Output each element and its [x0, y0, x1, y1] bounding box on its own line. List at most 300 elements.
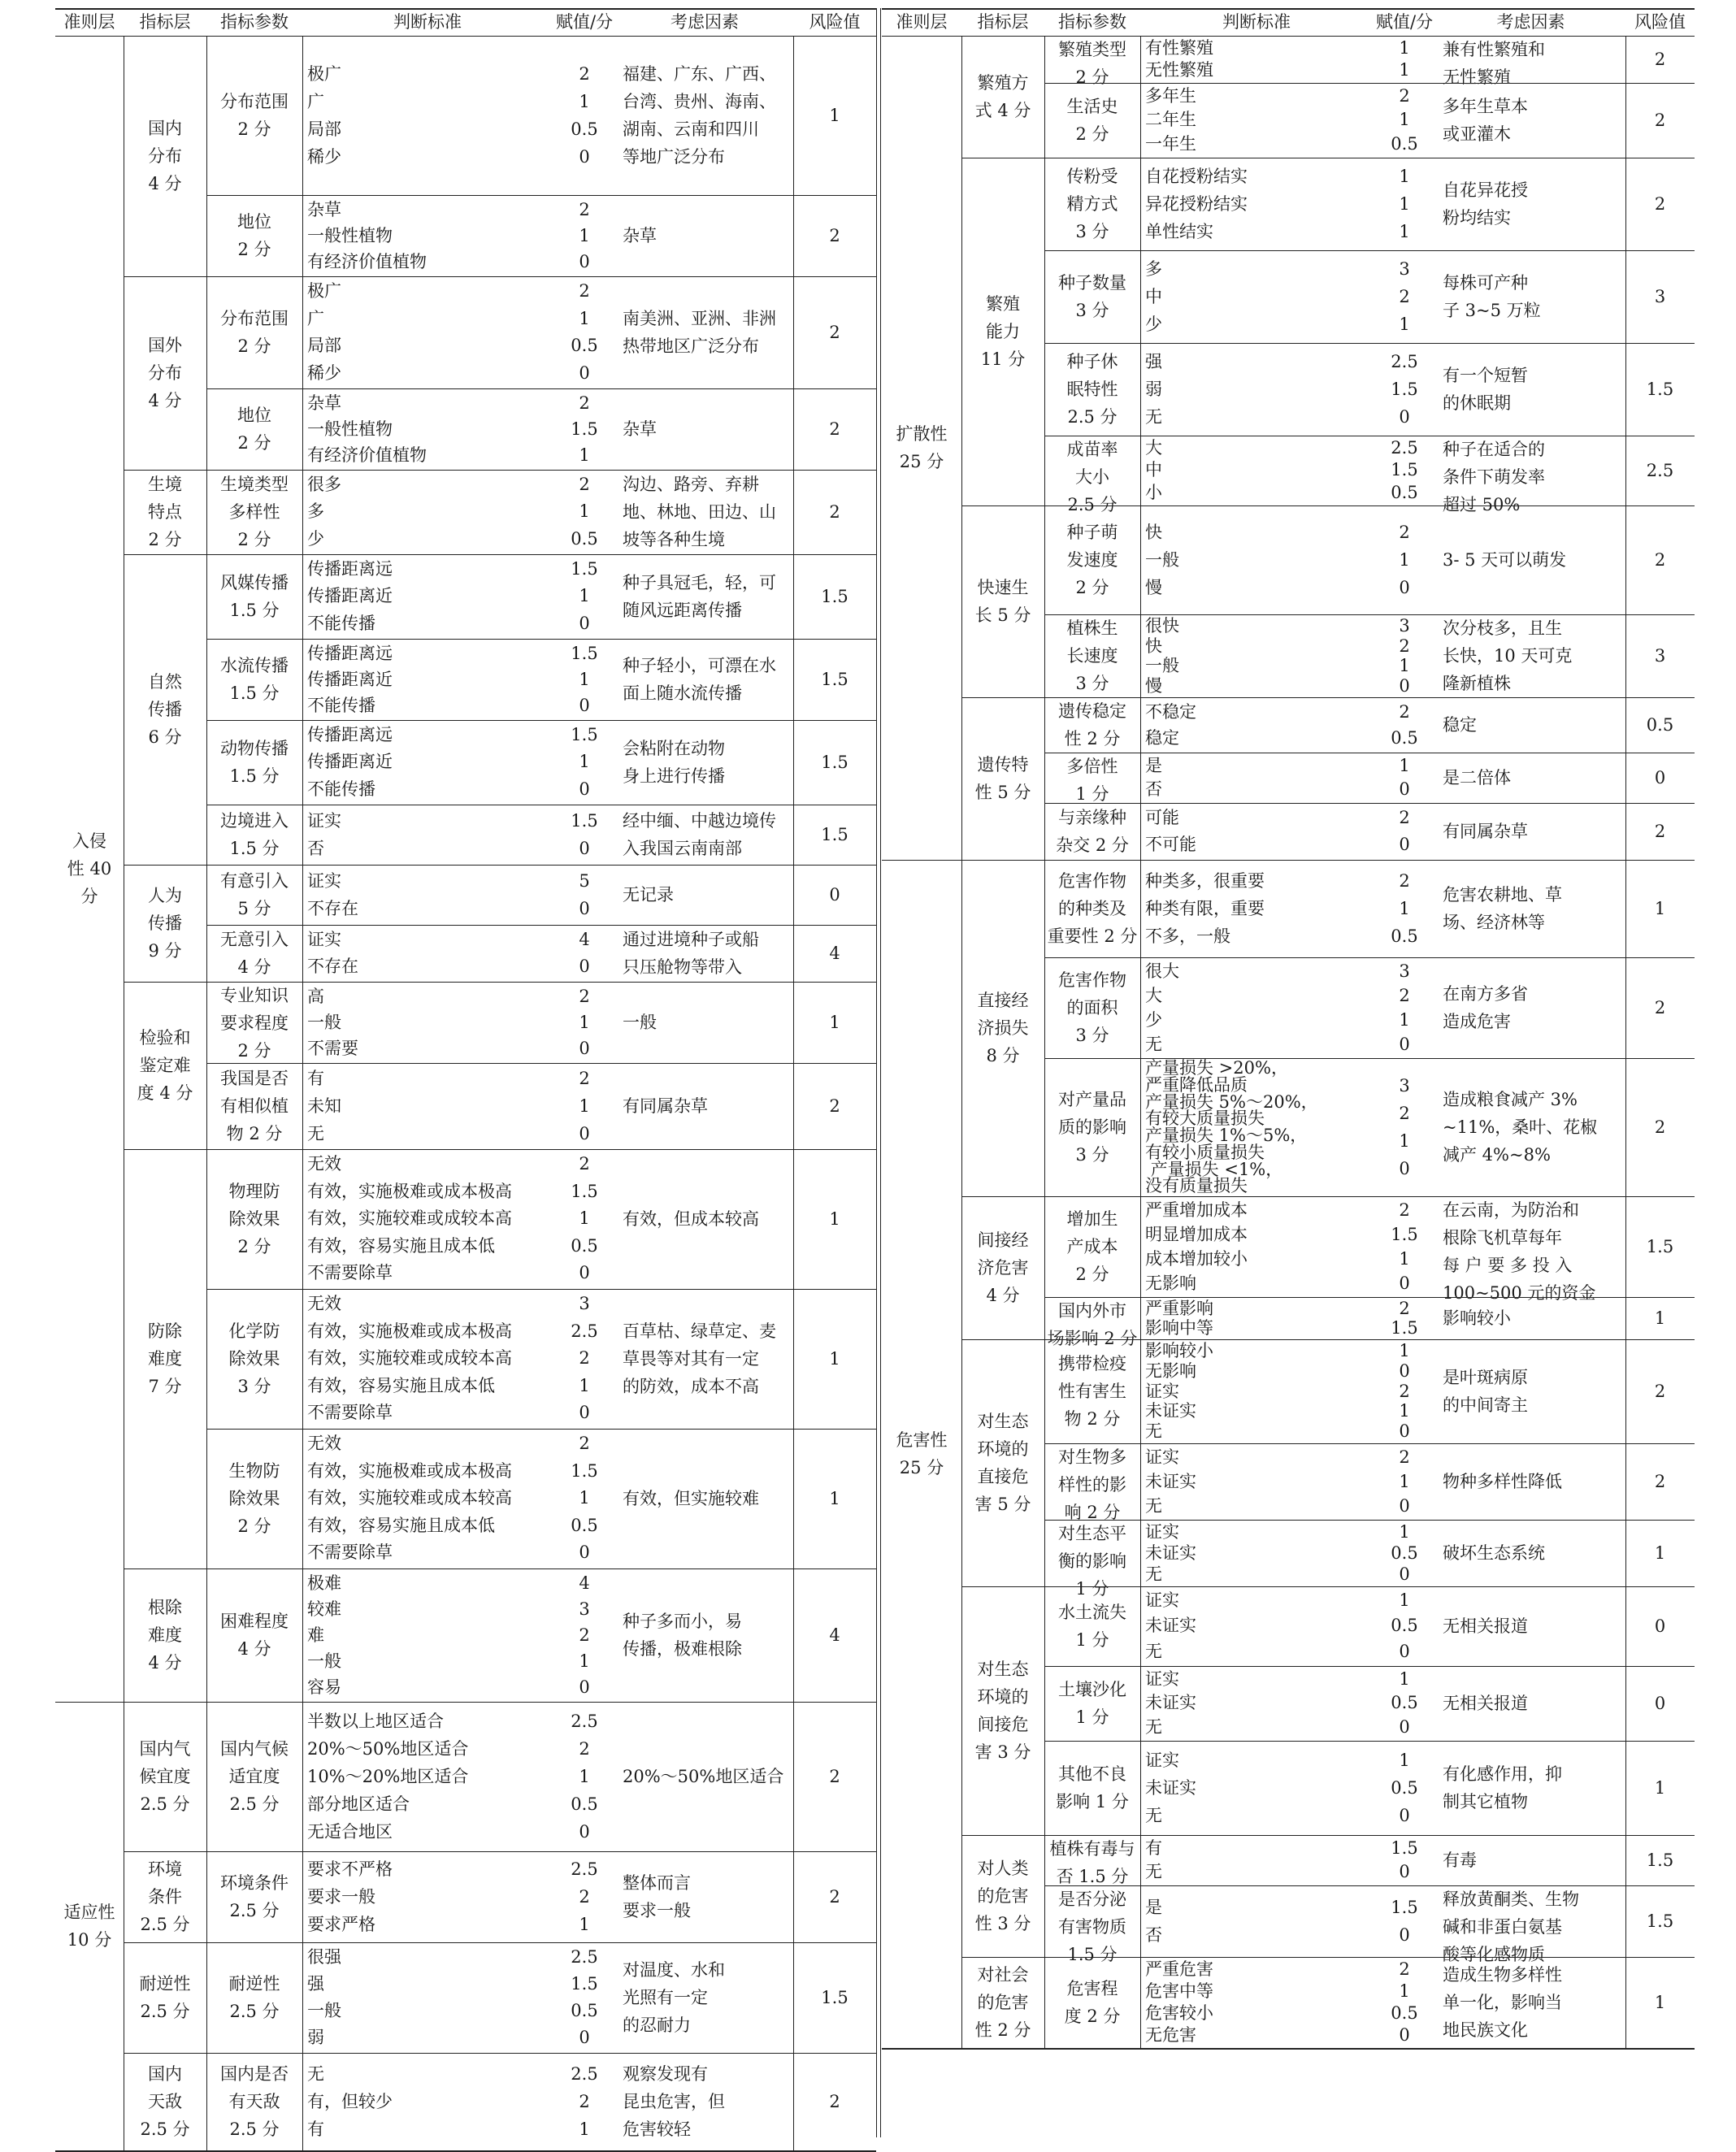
score-value: 5: [579, 871, 590, 891]
row-rule: [206, 720, 876, 721]
score-value: 1: [1399, 656, 1410, 675]
score-value: 0.5: [571, 2001, 598, 2020]
standard-item: 有: [1145, 1838, 1162, 1858]
standard-item: 是: [1145, 1898, 1162, 1917]
score-value: 2: [1399, 287, 1410, 306]
standard-item: 20%～50%地区适合: [307, 1739, 469, 1759]
score-value: 1.5: [571, 1181, 598, 1201]
standard-item: 种类多，很重要: [1145, 871, 1265, 891]
standard-item: 无: [1145, 1806, 1162, 1825]
risk-value: 1.5: [821, 587, 848, 606]
risk-value: 1: [1654, 1993, 1666, 2012]
risk-value: 2: [829, 1887, 840, 1907]
risk-value: 2: [1654, 998, 1666, 1017]
score-value: 0.5: [571, 528, 598, 549]
score-value: 1: [1399, 1401, 1410, 1421]
standard-item: 无效: [307, 1294, 341, 1313]
score-value: 1.5: [571, 419, 598, 439]
risk-value: 3: [1654, 646, 1666, 666]
score-value: 1: [1399, 167, 1410, 186]
score-value: 0: [1399, 1641, 1410, 1661]
row-rule: [961, 1339, 1695, 1340]
standard-item: 多: [307, 501, 324, 522]
score-value: 1: [1399, 110, 1410, 130]
standard-item: 一般: [307, 1013, 341, 1032]
standard-item: 有效，容易实施且成本低: [307, 1515, 495, 1535]
risk-value: 2: [1654, 1117, 1666, 1137]
score-value: 0.5: [571, 1235, 598, 1256]
standard-item: 有性繁殖: [1145, 38, 1213, 58]
standard-item: 危害中等: [1145, 1981, 1213, 2001]
standard-item: 单性结实: [1145, 222, 1213, 241]
row-rule: [55, 36, 876, 37]
param-label: 种子休 眠特性 2.5 分: [1066, 352, 1118, 427]
score-value: 1.5: [1391, 1838, 1418, 1858]
score-value: 2.5: [571, 1859, 598, 1879]
factor-text: 百草枯、绿草定、麦 草畏等对其有一定 的防效，成本不高: [623, 1321, 776, 1396]
risk-value: 1.5: [1646, 1850, 1674, 1870]
risk-value: 3: [1654, 287, 1666, 306]
risk-value: 2: [1654, 194, 1666, 214]
score-value: 0: [1399, 779, 1410, 799]
indicator-label: 防除 难度 7 分: [148, 1321, 182, 1396]
standard-item: 不需要除草: [307, 1263, 393, 1283]
standard-item: 高: [307, 987, 324, 1006]
standard-item: 否: [1145, 1925, 1162, 1945]
score-value: 2: [1399, 1299, 1410, 1318]
factor-text: 杂草: [623, 226, 657, 245]
standard-item: 有: [307, 2119, 324, 2139]
factor-text: 沟边、路旁、弃耕 地、林地、田边、山 坡等各种生境: [623, 475, 776, 549]
standard-item: 无影响: [1145, 1273, 1196, 1293]
score-value: 0: [579, 1039, 590, 1058]
risk-value: 1: [1654, 1308, 1666, 1328]
indicator-label: 生境 特点 2 分: [148, 475, 182, 549]
standard-item: 无影响: [1145, 1360, 1196, 1381]
factor-text: 观察发现有 昆虫危害，但 危害较轻: [623, 2064, 725, 2139]
score-value: 1: [1399, 194, 1410, 214]
risk-value: 2: [1654, 1382, 1666, 1401]
standard-item: 证实: [1145, 1522, 1179, 1542]
row-rule: [206, 388, 876, 389]
score-value: 2: [1399, 871, 1410, 891]
param-label: 危害程 度 2 分: [1064, 1979, 1121, 2026]
score-value: 2: [579, 987, 590, 1006]
indicator-label: 国外 分布 4 分: [148, 336, 182, 410]
standard-item: 产量损失 <1%，: [1145, 1159, 1283, 1179]
risk-value: 0: [1654, 768, 1666, 787]
standard-item: 一般: [1145, 550, 1179, 570]
score-value: 0: [579, 1822, 590, 1842]
standard-item: 有效，实施较难或成较本高: [307, 1348, 512, 1369]
factor-text: 有化感作用，抑 制其它植物: [1443, 1764, 1562, 1811]
factor-text: 南美洲、亚洲、非洲 热带地区广泛分布: [623, 309, 776, 356]
standard-item: 中: [1145, 287, 1162, 306]
score-value: 1.5: [571, 1460, 598, 1481]
row-rule: [124, 554, 876, 555]
standard-item: 无: [1145, 1421, 1162, 1442]
standard-item: 弱: [1145, 380, 1162, 399]
score-value: 2: [1399, 86, 1410, 106]
row-rule: [882, 2048, 1695, 2050]
score-value: 1: [1399, 550, 1410, 570]
param-label: 动物传播 1.5 分: [220, 739, 289, 786]
standard-item: 无: [1145, 1035, 1162, 1054]
standard-item: 证实: [307, 930, 341, 949]
score-value: 1: [1399, 1751, 1410, 1770]
standard-item: 证实: [1145, 1669, 1179, 1689]
factor-text: 杂草: [623, 419, 657, 439]
row-rule: [882, 860, 1695, 861]
score-value: 3: [579, 1599, 590, 1619]
standard-item: 不需要除草: [307, 1542, 393, 1563]
score-value: 0: [1399, 1421, 1410, 1442]
score-value: 0.5: [571, 1515, 598, 1535]
standard-item: 无: [1145, 407, 1162, 427]
column-rule: [961, 36, 962, 2048]
factor-text: 多年生草本 或亚灌木: [1443, 97, 1528, 144]
param-label: 携带检疫 性有害生 物 2 分: [1058, 1354, 1126, 1429]
param-label: 危害作物 的种类及 重要性 2 分: [1047, 871, 1138, 946]
standard-item: 不存在: [307, 899, 358, 918]
standard-item: 严重增加成本: [1145, 1200, 1248, 1220]
score-value: 2: [579, 1348, 590, 1369]
factor-text: 20%～50%地区适合: [623, 1767, 784, 1786]
score-value: 1.5: [571, 811, 598, 831]
standard-item: 证实: [1145, 1751, 1179, 1770]
factor-text: 次分枝多，且生 长快，10 天可克 隆新植株: [1443, 618, 1573, 693]
standard-item: 未证实: [1145, 1401, 1196, 1421]
score-value: 1: [1399, 1010, 1410, 1030]
factor-text: 无相关报道: [1443, 1694, 1528, 1713]
score-value: 1.5: [571, 559, 598, 579]
indicator-label: 遗传特 性 5 分: [974, 755, 1031, 802]
standard-item: 要求严格: [307, 1915, 375, 1934]
column-rule: [1625, 36, 1626, 2048]
param-label: 分布范围 2 分: [220, 309, 289, 356]
standard-item: 异花授粉结实: [1145, 194, 1248, 214]
score-value: 0.5: [1391, 1543, 1418, 1563]
standard-item: 未证实: [1145, 1543, 1196, 1563]
risk-value: 1: [829, 1209, 840, 1229]
row-rule: [124, 1568, 876, 1569]
param-label: 地位 2 分: [237, 406, 271, 453]
standard-item: 有: [307, 1069, 324, 1088]
score-value: 1: [579, 752, 590, 772]
row-rule: [1044, 343, 1695, 344]
standard-item: 不多，一般: [1145, 926, 1230, 946]
standard-item: 局部: [307, 336, 341, 355]
standard-item: 有效，容易实施且成本低: [307, 1235, 495, 1256]
risk-value: 1: [829, 1349, 840, 1369]
factor-text: 影响较小: [1443, 1308, 1511, 1328]
score-value: 0: [1399, 1862, 1410, 1881]
score-value: 1: [1399, 60, 1410, 80]
standard-item: 有较大质量损失: [1145, 1109, 1265, 1129]
score-value: 0: [579, 252, 590, 271]
row-rule: [206, 1289, 876, 1290]
standard-item: 强: [307, 1974, 324, 1994]
standard-item: 小: [1145, 482, 1162, 502]
standard-item: 多年生: [1145, 86, 1196, 106]
score-value: 0: [1399, 2025, 1410, 2045]
score-value: 1.5: [571, 1974, 598, 1994]
score-value: 0: [579, 1263, 590, 1283]
score-value: 1: [579, 586, 590, 606]
score-value: 1: [1399, 1249, 1410, 1269]
score-value: 0: [579, 613, 590, 633]
standard-item: 未知: [307, 1096, 341, 1116]
param-label: 地位 2 分: [237, 212, 271, 259]
factor-text: 有效，但成本较高: [623, 1209, 759, 1229]
score-value: 1: [1399, 1669, 1410, 1689]
factor-text: 无记录: [623, 885, 674, 905]
risk-value: 2: [1654, 822, 1666, 841]
standard-item: 较难: [307, 1599, 341, 1619]
score-value: 0: [579, 899, 590, 918]
standard-item: 否: [1145, 779, 1162, 799]
param-label: 专业知识 要求程度 2 分: [220, 986, 289, 1061]
param-label: 环境条件 2.5 分: [220, 1873, 289, 1920]
row-rule: [55, 1702, 876, 1703]
risk-value: 2: [829, 1096, 840, 1116]
factor-text: 经中缅、中越边境传 入我国云南南部: [623, 811, 776, 858]
score-value: 0: [579, 779, 590, 799]
risk-value: 2: [829, 226, 840, 245]
standard-item: 有经济价值植物: [307, 252, 427, 271]
column-header: 赋值/分: [1375, 12, 1434, 32]
standard-item: 少: [307, 528, 324, 549]
factor-text: 无相关报道: [1443, 1616, 1528, 1636]
standard-item: 无效: [307, 1434, 341, 1453]
score-value: 1: [579, 1096, 590, 1116]
standard-item: 无: [307, 1124, 324, 1143]
risk-value: 1.5: [821, 825, 848, 844]
score-value: 2.5: [571, 1321, 598, 1341]
standard-item: 局部: [307, 119, 341, 139]
standard-item: 快: [1145, 523, 1162, 542]
param-label: 有意引入 5 分: [220, 871, 289, 918]
score-value: 0.5: [1391, 728, 1418, 748]
standard-item: 杂草: [307, 393, 341, 413]
standard-item: 未证实: [1145, 1616, 1196, 1636]
row-rule: [55, 8, 876, 10]
indicator-label: 对生态 环境的 间接危 害 3 分: [974, 1660, 1031, 1762]
row-rule: [1044, 1666, 1695, 1667]
standard-item: 广: [307, 92, 324, 111]
standard-item: 证实: [1145, 1447, 1179, 1467]
score-value: 1: [1399, 1131, 1410, 1151]
standard-item: 影响中等: [1145, 1318, 1213, 1338]
indicator-label: 环境 条件 2.5 分: [140, 1859, 190, 1934]
factor-text: 通过进境种子或船 只压舱物等带入: [623, 930, 759, 977]
score-value: 1: [579, 445, 590, 465]
score-value: 1: [579, 670, 590, 689]
standard-item: 未证实: [1145, 1472, 1196, 1491]
score-value: 1: [1399, 756, 1410, 775]
standard-item: 传播距离远: [307, 559, 393, 579]
factor-text: 会粘附在动物 身上进行传播: [623, 739, 725, 786]
score-value: 0: [579, 147, 590, 167]
score-value: 2: [1399, 1104, 1410, 1123]
score-value: 1.5: [571, 644, 598, 663]
risk-value: 2: [1654, 50, 1666, 69]
risk-value: 1.5: [1646, 1237, 1674, 1256]
score-value: 1: [1399, 1522, 1410, 1542]
standard-item: 无效: [307, 1154, 341, 1174]
factor-text: 对温度、水和 光照有一定 的忍耐力: [623, 1960, 725, 2035]
factor-text: 整体而言 要求一般: [623, 1873, 691, 1920]
param-label: 传粉受 精方式 3 分: [1066, 167, 1118, 241]
standard-item: 不稳定: [1145, 702, 1196, 722]
param-label: 对产量品 质的影响 3 分: [1058, 1090, 1126, 1165]
standard-item: 要求一般: [307, 1887, 375, 1907]
factor-text: 种子在适合的 条件下萌发率 超过 50%: [1443, 440, 1545, 514]
param-label: 其他不良 影响 1 分: [1056, 1764, 1129, 1811]
column-header: 判断标准: [393, 12, 462, 32]
score-value: 0.5: [1391, 482, 1418, 502]
standard-item: 证实: [1145, 1381, 1179, 1401]
score-value: 1: [1399, 1981, 1410, 2001]
score-value: 0: [1399, 1564, 1410, 1584]
standard-item: 要求不严格: [307, 1859, 393, 1879]
risk-value: 2: [829, 419, 840, 439]
standard-item: 一年生: [1145, 133, 1196, 154]
score-value: 2: [1399, 1381, 1410, 1401]
param-label: 生物防 除效果 2 分: [228, 1461, 280, 1536]
column-rule: [793, 36, 794, 2150]
score-value: 1: [579, 1208, 590, 1229]
score-value: 0.5: [1391, 1616, 1418, 1636]
standard-item: 严重影响: [1145, 1299, 1213, 1318]
param-label: 危害作物 的面积 3 分: [1058, 970, 1126, 1045]
score-value: 2: [1399, 1447, 1410, 1467]
param-label: 种子萌 发速度 2 分: [1066, 523, 1118, 597]
indicator-label: 繁殖方 式 4 分: [974, 73, 1031, 120]
score-value: 2: [579, 475, 590, 494]
risk-value: 2: [829, 323, 840, 342]
score-value: 1: [579, 1651, 590, 1671]
score-value: 0: [1399, 1159, 1410, 1178]
score-value: 2.5: [1391, 352, 1418, 371]
score-value: 1.5: [1391, 1225, 1418, 1244]
standard-item: 慢: [1145, 578, 1162, 597]
factor-text: 造成粮食减产 3% ~11%，桑叶、花椒 减产 4%~8%: [1443, 1090, 1598, 1165]
score-value: 2: [1399, 1200, 1410, 1220]
criterion-label: 扩散性 25 分: [896, 424, 948, 471]
score-value: 0: [579, 2028, 590, 2047]
standard-item: 有效，实施极难或成本极高: [307, 1460, 512, 1481]
param-label: 生活史 2 分: [1066, 97, 1118, 144]
standard-item: 有效，实施较难或成本较高: [307, 1488, 512, 1508]
standard-item: 一般: [1145, 656, 1179, 675]
standard-item: 不能传播: [307, 613, 375, 633]
row-rule: [206, 1429, 876, 1430]
row-rule: [1044, 1443, 1695, 1444]
risk-value: 2: [1654, 550, 1666, 570]
row-rule: [1044, 83, 1695, 84]
score-value: 0.5: [571, 336, 598, 355]
standard-item: 中: [1145, 460, 1162, 480]
standard-item: 容易: [307, 1677, 341, 1697]
score-value: 1.5: [1391, 460, 1418, 480]
indicator-label: 对人类 的危害 性 3 分: [974, 1859, 1031, 1933]
score-value: 0.5: [1391, 1778, 1418, 1798]
score-value: 0: [1399, 1273, 1410, 1293]
criterion-label: 适应性 10 分: [63, 1903, 115, 1950]
standard-item: 少: [1145, 1010, 1162, 1030]
risk-value: 4: [829, 944, 840, 963]
factor-text: 种子多而小，易 传播，极难根除: [623, 1612, 742, 1659]
risk-value: 1.5: [821, 1988, 848, 2007]
column-header: 指标参数: [1058, 12, 1126, 32]
row-rule: [961, 505, 1695, 506]
param-label: 增加生 产成本 2 分: [1066, 1209, 1118, 1284]
standard-item: 传播距离远: [307, 725, 393, 744]
score-value: 3: [1399, 1076, 1410, 1096]
score-value: 1: [579, 308, 590, 328]
score-value: 0: [579, 1542, 590, 1563]
score-value: 3: [579, 1294, 590, 1313]
row-rule: [1044, 1741, 1695, 1742]
score-value: 2.5: [1391, 438, 1418, 458]
score-value: 2: [1399, 1959, 1410, 1979]
score-value: 0: [579, 362, 590, 383]
score-value: 1: [579, 1488, 590, 1508]
standard-item: 无: [1145, 1862, 1162, 1881]
standard-item: 严重危害: [1145, 1959, 1213, 1979]
score-value: 2: [579, 2092, 590, 2111]
column-rule: [1140, 36, 1141, 2048]
score-value: 2: [1399, 702, 1410, 722]
indicator-label: 间接经 济危害 4 分: [977, 1230, 1029, 1305]
standard-item: 产量损失 1%～5%，: [1145, 1126, 1308, 1145]
factor-text: 种子轻小，可漂在水 面上随水流传播: [623, 656, 776, 703]
column-header: 指标参数: [220, 12, 289, 32]
risk-value: 0: [1654, 1694, 1666, 1713]
risk-value: 1.5: [821, 670, 848, 689]
score-value: 1: [579, 1375, 590, 1395]
standard-item: 一般性植物: [307, 419, 393, 439]
score-value: 0: [1399, 407, 1410, 427]
score-value: 1: [579, 501, 590, 522]
param-label: 分布范围 2 分: [220, 92, 289, 139]
row-rule: [206, 639, 876, 640]
column-header: 准则层: [896, 12, 948, 32]
score-value: 2: [579, 1625, 590, 1645]
standard-item: 无性繁殖: [1145, 60, 1213, 80]
standard-item: 强: [1145, 352, 1162, 371]
risk-value: 0: [1654, 1616, 1666, 1636]
score-value: 1: [579, 2119, 590, 2139]
score-value: 2: [579, 1887, 590, 1907]
standard-item: 一般: [307, 1651, 341, 1671]
score-value: 1: [1399, 1341, 1410, 1360]
risk-value: 2: [829, 502, 840, 522]
standard-item: 10%～20%地区适合: [307, 1767, 469, 1786]
row-rule: [1044, 1520, 1695, 1521]
score-value: 3: [1399, 616, 1410, 636]
row-rule: [206, 195, 876, 196]
standard-item: 无: [1145, 1564, 1162, 1584]
standard-item: 极广: [307, 64, 341, 84]
standard-item: 产量损失 >20%，: [1145, 1058, 1288, 1078]
row-rule: [124, 1851, 876, 1852]
param-label: 繁殖类型 2 分: [1058, 40, 1126, 87]
score-value: 4: [579, 930, 590, 949]
standard-item: 极难: [307, 1573, 341, 1593]
factor-text: 自花异花授 粉均结实: [1443, 180, 1528, 228]
